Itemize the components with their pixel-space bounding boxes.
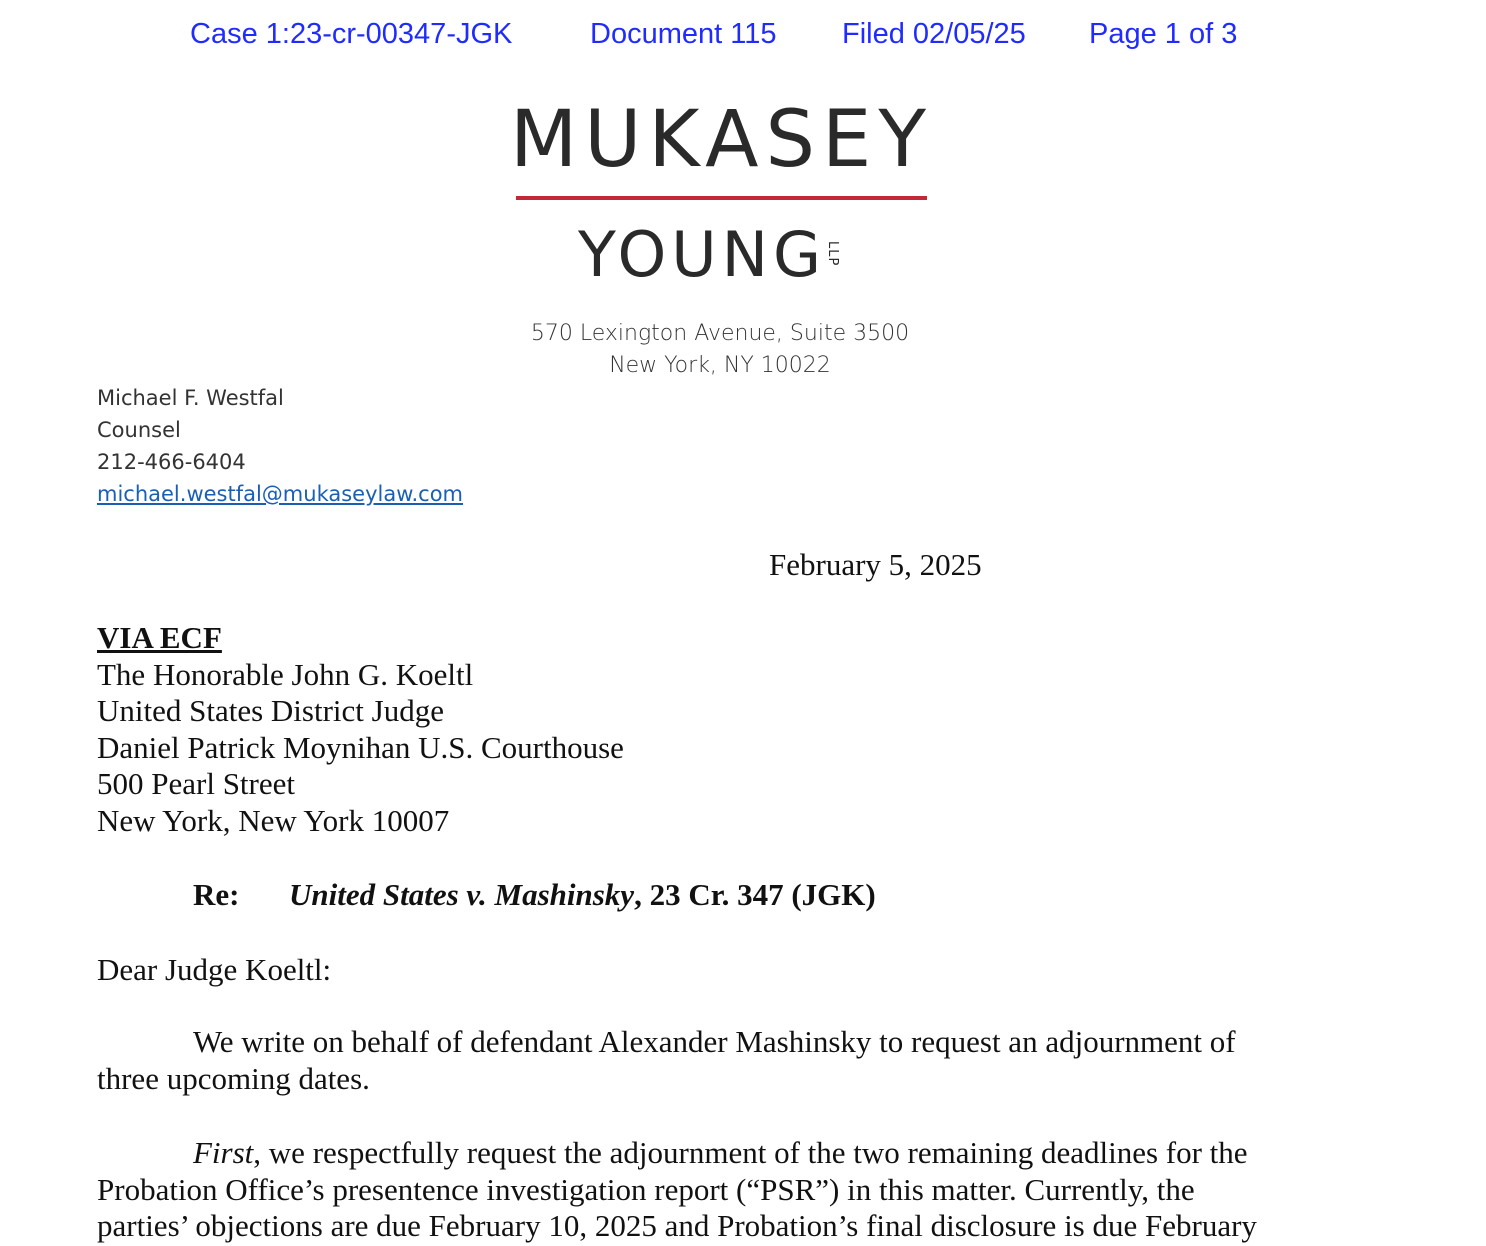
recipient-block: [97, 620, 624, 839]
ecf-case-number: Case 1:23-cr-00347-JGK: [190, 18, 513, 50]
ecf-page-count: Page 1 of 3: [1089, 18, 1238, 50]
firm-logo: [470, 95, 970, 295]
recipient-line: The Honorable John G. Koeltl: [97, 656, 474, 692]
sender-name: Michael F. Westfal: [97, 386, 284, 410]
via-ecf-heading: VIA ECF: [97, 620, 222, 655]
paragraph-line: [97, 1135, 1317, 1172]
recipient-line: United States District Judge: [97, 693, 444, 728]
firm-address-line-1: 570 Lexington Avenue, Suite 3500: [530, 321, 910, 346]
recipient-line: Daniel Patrick Moynihan U.S. Courthouse: [97, 729, 624, 765]
logo-red-rule: [516, 196, 927, 200]
sender-title: Counsel: [97, 418, 181, 442]
ecf-filed-date: Filed 02/05/25: [842, 18, 1026, 50]
logo-top-text: MUKASEY: [510, 95, 933, 185]
re-case-number: , 23 Cr. 347 (JGK): [634, 877, 876, 912]
paragraph-2: [97, 1135, 1317, 1245]
sender-block: [97, 382, 463, 510]
firm-address: [470, 318, 970, 382]
salutation: Dear Judge Koeltl:: [97, 952, 332, 987]
paragraph-line: parties’ objections are due February 10, 2025 and Probation’s final disclosure is due February: [97, 1208, 1257, 1243]
re-case-name: United States v. Mashinsky: [289, 877, 635, 912]
paragraph-1: [97, 1024, 1317, 1097]
firm-address-line-2: New York, NY 10022: [609, 353, 831, 378]
logo-bottom-text: YOUNG: [578, 218, 827, 291]
letter-date: February 5, 2025: [769, 547, 982, 582]
paragraph-line: Probation Office’s presentence investigation report (“PSR”) in this matter. Currently, the: [97, 1171, 1195, 1207]
re-label: Re:: [193, 877, 240, 912]
ecf-document-number: Document 115: [590, 18, 777, 50]
paragraph-lead-word: First: [193, 1135, 254, 1170]
paragraph-line: We write on behalf of defendant Alexander Mashinsky to request an adjournment of: [193, 1024, 1236, 1059]
paragraph-line: three upcoming dates.: [97, 1060, 370, 1096]
paragraph-line-text: , we respectfully request the adjournment of the two remaining deadlines for the: [253, 1135, 1248, 1170]
recipient-line: 500 Pearl Street: [97, 766, 296, 801]
logo-llp-suffix: LLP: [825, 241, 840, 267]
ecf-header: [190, 18, 1310, 58]
re-line: [193, 876, 876, 914]
recipient-line: New York, New York 10007: [97, 802, 450, 838]
sender-email-link[interactable]: michael.westfal@mukaseylaw.com: [97, 482, 464, 506]
sender-phone: 212-466-6404: [97, 450, 246, 474]
